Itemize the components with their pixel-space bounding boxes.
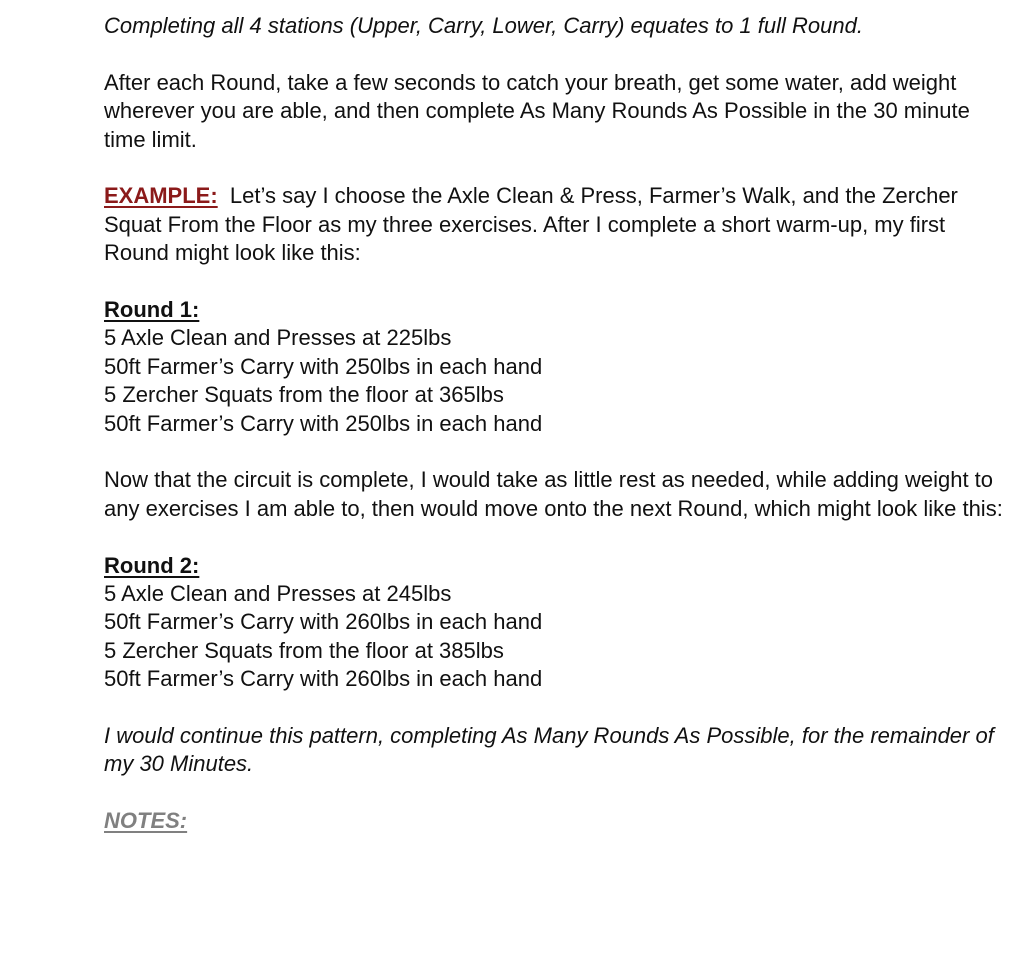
- round-1-line: 5 Zercher Squats from the floor at 365lbs: [104, 382, 504, 408]
- round-2-block: [104, 552, 1004, 694]
- round-2-line: 5 Axle Clean and Presses at 245lbs: [104, 581, 452, 607]
- round-2-line: 50ft Farmer’s Carry with 260lbs in each hand: [104, 666, 543, 692]
- round-2-line: 50ft Farmer’s Carry with 260lbs in each hand: [104, 609, 543, 635]
- round-1-block: [104, 296, 1004, 438]
- example-label: EXAMPLE:: [104, 183, 218, 209]
- example-text: Let’s say I choose the Axle Clean & Press, Farmer’s Walk, and the Zercher Squat From the Floor as my three exercises. After I complete a short warm-up, my first Round might look like this:: [104, 183, 958, 266]
- closing-paragraph: I would continue this pattern, completing As Many Rounds As Possible, for the remainder of my 30 Minutes.: [104, 723, 994, 777]
- after-round-paragraph: After each Round, take a few seconds to catch your breath, get some water, add weight wherever you are able, and then complete As Many Rounds As Possible in the 30 minute time limit.: [104, 69, 970, 152]
- intro-paragraph: Completing all 4 stations (Upper, Carry, Lower, Carry) equates to 1 full Round.: [104, 13, 863, 38]
- example-paragraph: [104, 182, 1004, 267]
- transition-paragraph: Now that the circuit is complete, I would take as little rest as needed, while adding weight to any exercises I am able to, then would move onto the next Round, which might look like this:: [104, 467, 1003, 521]
- round-1-line: 50ft Farmer’s Carry with 250lbs in each hand: [104, 410, 543, 436]
- round-1-line: 50ft Farmer’s Carry with 250lbs in each hand: [104, 353, 543, 379]
- document-page: [104, 12, 1004, 836]
- round-1-heading: Round 1:: [104, 297, 200, 323]
- notes-heading: NOTES:: [104, 808, 188, 834]
- round-2-line: 5 Zercher Squats from the floor at 385lbs: [104, 637, 504, 663]
- notes-section: [104, 807, 1004, 835]
- round-1-line: 5 Axle Clean and Presses at 225lbs: [104, 325, 452, 351]
- round-2-heading: Round 2:: [104, 552, 200, 578]
